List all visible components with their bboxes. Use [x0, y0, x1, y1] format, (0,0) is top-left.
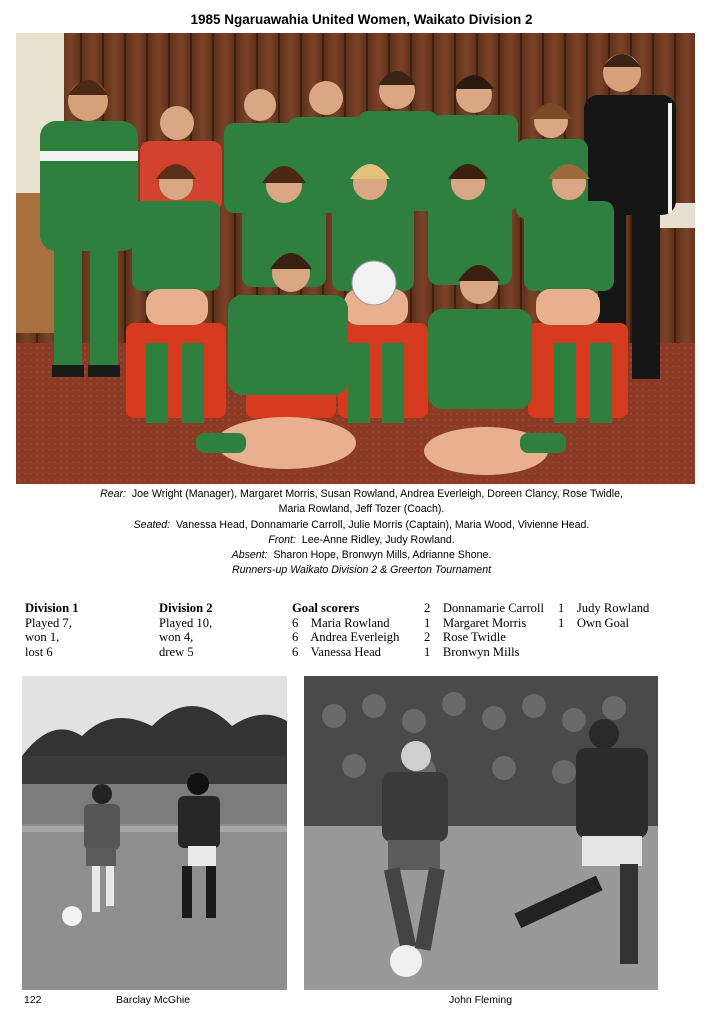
team-photo	[16, 33, 695, 484]
goal-scorers-col-1	[292, 601, 399, 659]
division-2-line: drew 5	[159, 644, 194, 659]
action-photo-left	[22, 676, 287, 990]
scorer-goals: 6	[292, 644, 299, 659]
photo-credit-left: Barclay McGhie	[116, 994, 191, 1006]
scorer-name: Vanessa Head	[310, 644, 381, 659]
scorer-name: Donnamarie Carroll	[442, 601, 544, 615]
division-1-line: Played 7,	[25, 615, 72, 630]
division-2-line: won 4,	[159, 630, 194, 644]
scorer-row	[558, 601, 649, 616]
photo-caption	[20, 487, 703, 579]
scorer-name: Andrea Everleigh	[310, 630, 400, 644]
scorer-goals: 2	[424, 630, 431, 644]
division-2-line: Played 10,	[159, 615, 213, 630]
ball	[390, 945, 422, 977]
page-title: 1985 Ngaruawahia United Women, Waikato Division 2	[190, 12, 533, 27]
scorer-goals: 1	[558, 601, 565, 615]
scorer-row	[292, 630, 399, 645]
scorer-goals: 1	[558, 615, 565, 630]
division-1-line: lost 6	[25, 644, 53, 659]
scorer-row	[424, 630, 544, 645]
scorer-row	[558, 616, 649, 631]
scorer-row	[424, 601, 544, 616]
scorer-name: Margaret Morris	[442, 615, 527, 630]
rear-names-cont: Maria Rowland, Jeff Tozer (Coach).	[278, 503, 445, 516]
ball	[62, 906, 82, 926]
scorer-name: Rose Twidle	[442, 630, 506, 644]
rear-label: Rear:	[100, 488, 126, 500]
seated-row-players	[126, 164, 628, 423]
rear-names: Joe Wright (Manager), Margaret Morris, Susan Rowland, Andrea Everleigh, Doreen Clancy, Rose Twidle,	[131, 488, 623, 500]
scorer-name: Own Goal	[576, 615, 630, 630]
runners-up-note: Runners-up Waikato Division 2 & Greerton Tournament	[231, 564, 492, 577]
scorer-name: Judy Rowland	[576, 601, 650, 615]
scorer-row	[292, 645, 399, 660]
scorer-goals: 1	[424, 615, 431, 630]
scorer-row	[424, 645, 544, 660]
division-1-line: won 1,	[25, 630, 60, 644]
scorer-row	[424, 616, 544, 631]
page-number: 122	[24, 994, 42, 1006]
scorer-name: Bronwyn Mills	[442, 644, 520, 659]
front-label: Front:	[268, 533, 296, 546]
scorer-goals: 2	[424, 601, 431, 615]
photo-credit-right: John Fleming	[449, 994, 513, 1006]
action-photo-right	[304, 676, 658, 990]
seated-names: Vanessa Head, Donnamarie Carroll, Julie Morris (Captain), Maria Wood, Vivienne Head.	[176, 518, 590, 531]
scorer-goals: 6	[292, 615, 299, 630]
division-2-stats	[159, 601, 213, 659]
goal-scorers-col-3	[558, 601, 649, 630]
scorer-goals: 1	[424, 644, 431, 659]
division-2-heading: Division 2	[159, 601, 213, 615]
seated-label: Seated:	[133, 518, 171, 531]
goal-scorers-heading: Goal scorers	[292, 601, 360, 615]
division-1-stats	[25, 601, 79, 659]
division-1-heading: Division 1	[25, 601, 79, 615]
absent-names: Sharon Hope, Bronwyn Mills, Adrianne Shone.	[273, 549, 492, 562]
absent-label: Absent:	[231, 549, 268, 562]
scorer-goals: 6	[292, 630, 299, 644]
scorer-row	[292, 616, 399, 631]
goal-scorers-col-2	[424, 601, 544, 659]
front-names: Lee-Anne Ridley, Judy Rowland.	[301, 533, 455, 546]
scorer-name: Maria Rowland	[310, 615, 390, 630]
